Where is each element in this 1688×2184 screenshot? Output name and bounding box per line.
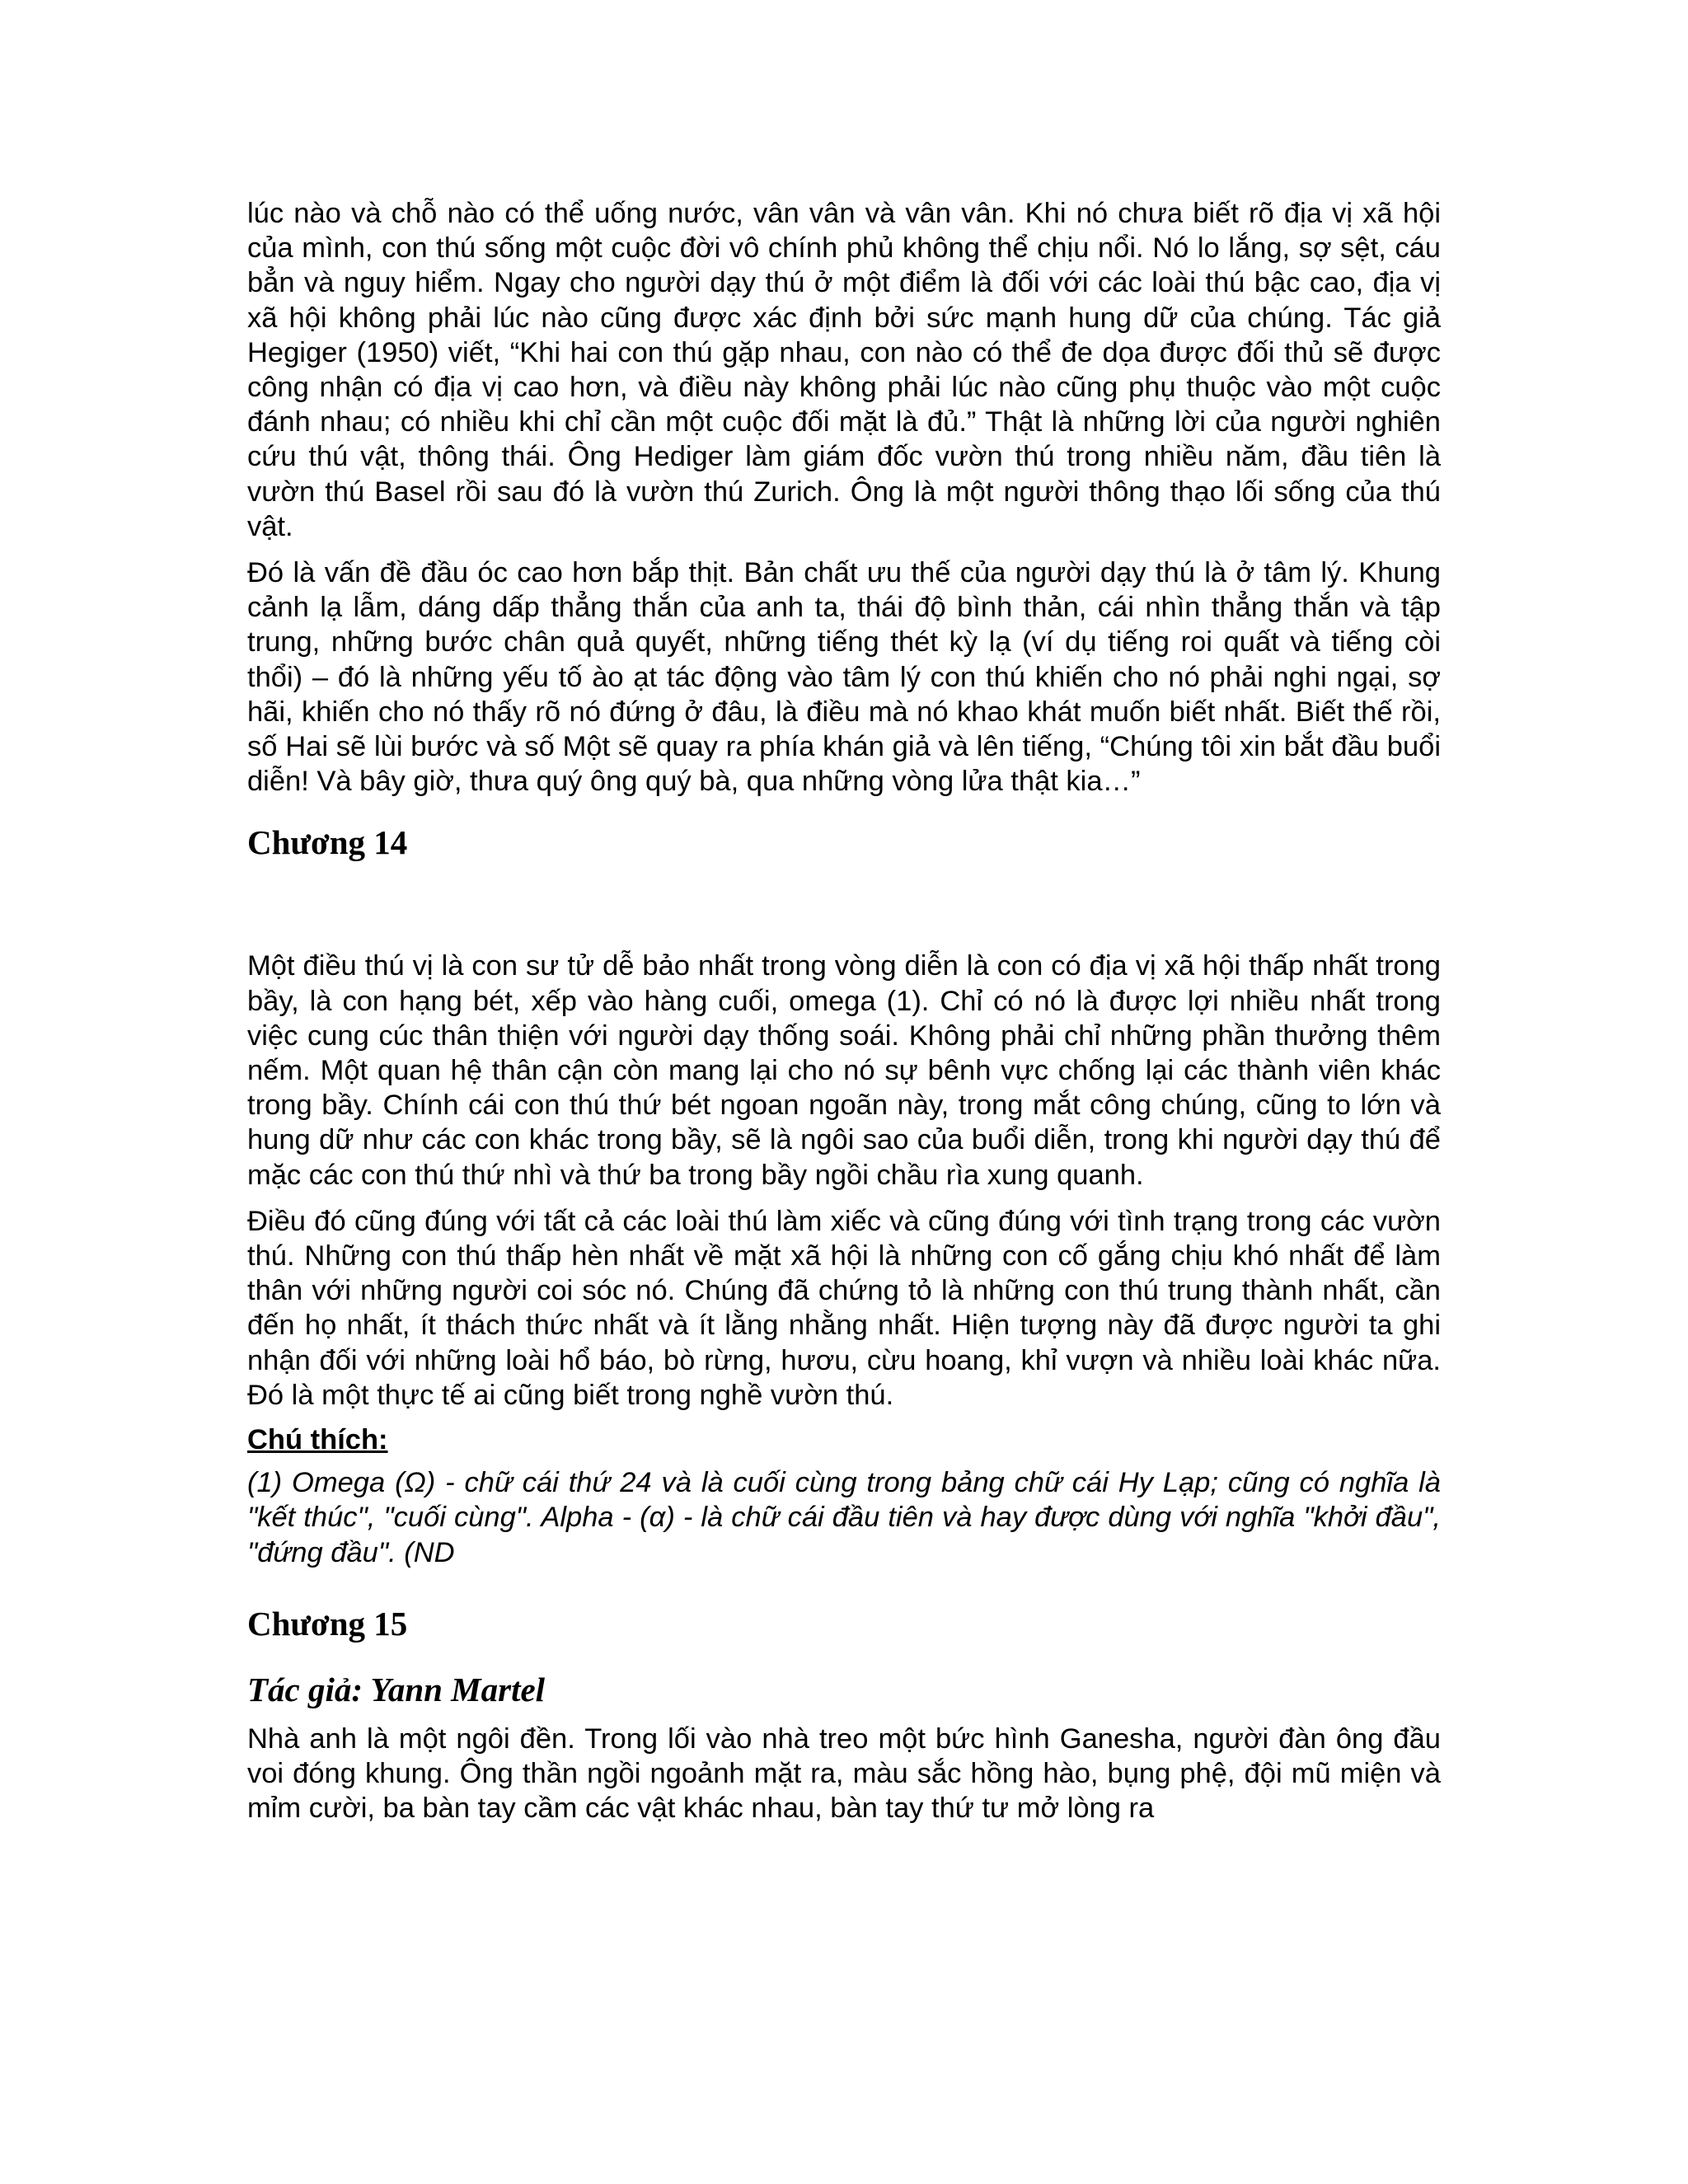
chapter-14-heading: Chương 14: [247, 823, 408, 862]
paragraph-top-1: lúc nào và chỗ nào có thể uống nước, vân vân và vân vân. Khi nó chưa biết rõ địa vị xã hội của mình, con thú sống một cuộc đời vô chính phủ không thể chịu nổi. Nó lo lắng, sợ sệt, cáu bẳn và nguy hiểm. Ngay cho người dạy thú ở một điểm là đối với các loài thú bậc cao, địa vị xã hội không phải lúc nào cũng được xác định bởi sức mạnh hung dữ của chúng. Tác giả Hegiger (1950) viết, “Khi hai con thú gặp nhau, con nào có thể đe dọa được đối thủ sẽ được công nhận có địa vị cao hơn, và điều này không phải lúc nào cũng phụ thuộc vào một cuộc đánh nhau; có nhiều khi chỉ cần một cuộc đối mặt là đủ.” Thật là những lời của người nghiên cứu thú vật, thông thái. Ông Hediger làm giám đốc vườn thú trong nhiều năm, đầu tiên là vườn thú Basel rồi sau đó là vườn thú Zurich. Ông là một người thông thạo lối sống của thú vật.: [247, 198, 1441, 542]
author-subheading: Tác giả: Yann Martel: [247, 1670, 546, 1708]
chapter-14-paragraph-1: Một điều thú vị là con sư tử dễ bảo nhất trong vòng diễn là con có địa vị xã hội thấp nhất trong bầy, là con hạng bét, xếp vào hàng cuối, omega (1). Chỉ có nó là được lợi nhiều nhất trong việc cung cúc thân thiện với người dạy thống soái. Không phải chỉ những phần thưởng thêm nếm. Một quan hệ thân cận còn mang lại cho nó sự bênh vực chống lại các thành viên khác trong bầy. Chính cái con thú thứ bét ngoan ngoãn này, trong mắt công chúng, cũng to lớn và hung dữ như các con khác trong bầy, sẽ là ngôi sao của buổi diễn, trong khi người dạy thú để mặc các con thú thứ nhì và thứ ba trong bầy ngồi chầu rìa xung quanh.: [247, 950, 1441, 1191]
footnote-label: Chú thích:: [247, 1424, 388, 1456]
chapter-15-heading: Chương 15: [247, 1604, 408, 1643]
document-page: [247, 196, 1441, 1825]
chapter-15-paragraph-1: Nhà anh là một ngôi đền. Trong lối vào nhà treo một bức hình Ganesha, người đàn ông đầu voi đóng khung. Ông thần ngồi ngoảnh mặt ra, màu sắc hồng hào, bụng phệ, đội mũ miện và mỉm cười, ba bàn tay cầm các vật khác nhau, bàn tay thứ tư mở lòng ra: [247, 1722, 1441, 1825]
paragraph-top-2: Đó là vấn đề đầu óc cao hơn bắp thịt. Bản chất ưu thế của người dạy thú là ở tâm lý. Khung cảnh lạ lẫm, dáng dấp thẳng thắn của anh ta, thái độ bình thản, cái nhìn thẳng thắn và tập trung, những bước chân quả quyết, những tiếng thét kỳ lạ (ví dụ tiếng roi quất và tiếng còi thổi) – đó là những yếu tố ào ạt tác động vào tâm lý con thú khiến cho nó phải nghi ngại, sợ hãi, khiến cho nó thấy rõ nó đứng ở đâu, là điều mà nó khao khát muốn biết nhất. Biết thế rồi, số Hai sẽ lùi bước và số Một sẽ quay ra phía khán giả và lên tiếng, “Chúng tôi xin bắt đầu buổi diễn! Và bây giờ, thưa quý ông quý bà, qua những vòng lửa thật kia…”: [247, 557, 1441, 798]
footnote-text: (1) Omega (Ω) - chữ cái thứ 24 và là cuối cùng trong bảng chữ cái Hy Lạp; cũng có nghĩa là "kết thúc", "cuối cùng". Alpha - (α) - là chữ cái đầu tiên và hay được dùng với nghĩa "khởi đầu", "đứng đầu". (ND: [247, 1467, 1441, 1568]
chapter-14-paragraph-2: Điều đó cũng đúng với tất cả các loài thú làm xiếc và cũng đúng với tình trạng trong các vườn thú. Những con thú thấp hèn nhất về mặt xã hội là những con cố gắng chịu khó nhất để làm thân với những người coi sóc nó. Chúng đã chứng tỏ là những con thú trung thành nhất, cần đến họ nhất, ít thách thức nhất và ít lằng nhằng nhất. Hiện tượng này đã được người ta ghi nhận đối với những loài hổ báo, bò rừng, hươu, cừu hoang, khỉ vượn và nhiều loài khác nữa. Đó là một thực tế ai cũng biết trong nghề vườn thú.: [247, 1205, 1441, 1411]
